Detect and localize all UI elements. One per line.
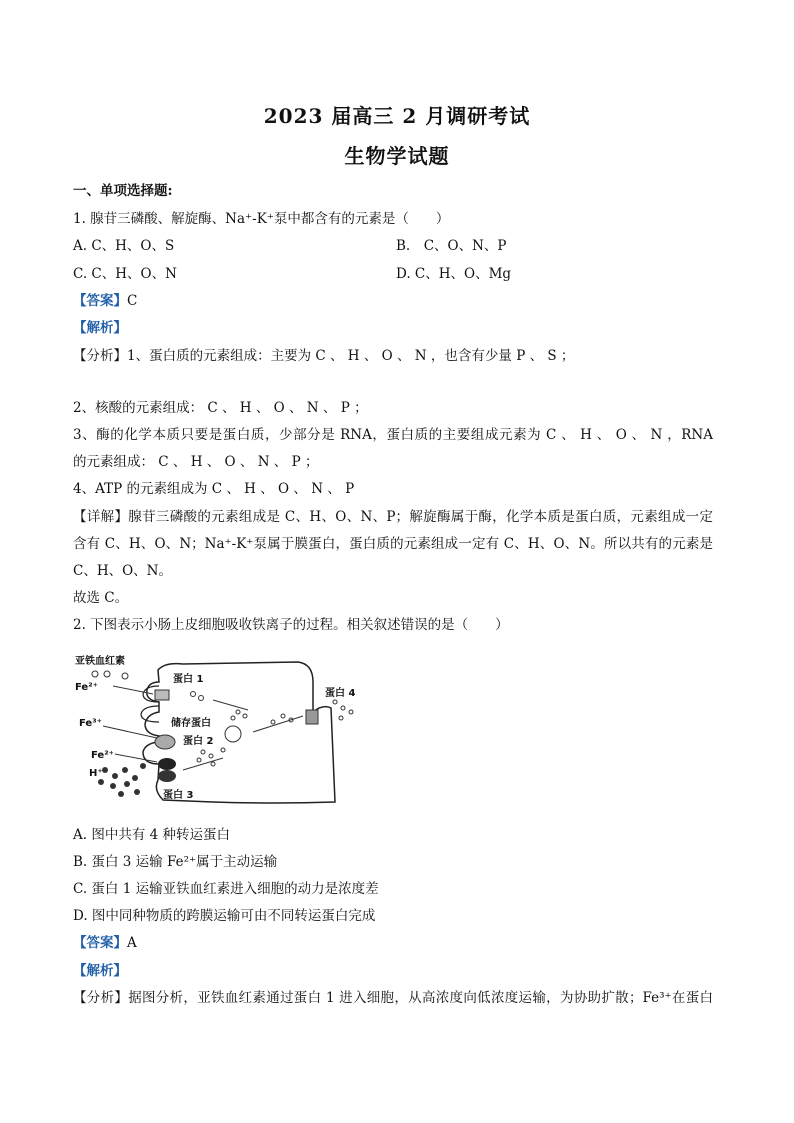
exam-subtitle: 生物学试题 (344, 144, 450, 168)
label-protein-3: 蛋白 3 (163, 790, 194, 801)
iron-absorption-figure (73, 652, 373, 812)
microvillus-2 (141, 706, 159, 722)
q1-fenxi-3a: 3、酶的化学本质只要是蛋白质，少部分是 RNA，蛋白质的主要组成元素为 C 、 H 、 O 、 N ，RNA (73, 427, 713, 443)
cell-membrane (143, 662, 335, 803)
fe-ions-cytoplasm (191, 692, 354, 767)
q2-answer-line (73, 934, 137, 952)
analysis-tag: 【解析】 (73, 320, 127, 336)
q1-detail-c: C、H、O、N。 (73, 563, 172, 579)
q2-fenxi-text: 据图分析，亚铁血红素通过蛋白 1 进入细胞，从高浓度向低浓度运输，为协助扩散；Fe³⁺在蛋白 (128, 990, 714, 1006)
q1-option-c: C. C、H、O、N (73, 266, 177, 282)
fenxi-tag: 【分析】 (73, 990, 129, 1006)
protein-4-shape (306, 710, 318, 724)
label-fe3: Fe³⁺ (79, 718, 102, 729)
q2-stem: 2. 下图表示小肠上皮细胞吸收铁离子的过程。相关叙述错误的是（ ） (73, 617, 509, 633)
label-fe2-top: Fe²⁺ (75, 682, 98, 693)
q1-detail-a (73, 508, 713, 526)
q1-fenxi-4: 4、ATP 的元素组成为 C 、 H 、 O 、 N 、 P (73, 481, 355, 497)
q2-fenxi (73, 989, 713, 1007)
protein-3-bottom (158, 770, 176, 782)
analysis-tag: 【解析】 (73, 963, 127, 979)
h-plus-ions (98, 763, 146, 797)
label-protein-1: 蛋白 1 (173, 674, 204, 685)
label-protein-2: 蛋白 2 (183, 736, 214, 747)
q1-analysis-line (73, 319, 127, 337)
answer-tag: 【答案】 (73, 935, 127, 951)
protein-3-top (158, 758, 176, 770)
q2-option-d: D. 图中同种物质的跨膜运输可由不同转运蛋白完成 (73, 908, 376, 924)
q1-stem: 1. 腺苷三磷酸、解旋酶、Na⁺-K⁺泵中都含有的元素是（ ） (73, 211, 450, 227)
q1-conclusion: 故选 C。 (73, 590, 129, 606)
section-heading: 一、单项选择题: (73, 183, 173, 199)
protein-2-shape (155, 735, 175, 749)
q1-fenxi-3b: 的元素组成： C 、 H 、 O 、 N 、 P ； (73, 454, 319, 470)
storage-protein-shape (225, 726, 241, 742)
detail-tag: 【详解】 (73, 509, 129, 525)
q2-analysis-line (73, 962, 127, 980)
label-heme: 亚铁血红素 (75, 656, 125, 667)
q2-option-b: B. 蛋白 3 运输 Fe²⁺属于主动运输 (73, 854, 278, 870)
q2-option-a: A. 图中共有 4 种转运蛋白 (73, 827, 231, 843)
label-hplus: H⁺ (89, 768, 103, 779)
protein-1-shape (155, 690, 169, 700)
q1-fenxi-1 (73, 347, 574, 365)
q1-fenxi-2: 2、核酸的元素组成： C 、 H 、 O 、 N 、 P ； (73, 400, 368, 416)
label-fe2-mid: Fe²⁺ (91, 750, 114, 761)
q2-answer: A (127, 935, 137, 951)
q1-answer-line (73, 292, 137, 310)
heme-particles (92, 671, 128, 679)
answer-tag: 【答案】 (73, 293, 127, 309)
q1-detail-text-a: 腺苷三磷酸的元素组成是 C、H、O、N、P；解旋酶属于酶，化学本质是蛋白质，元素组成一定 (128, 509, 714, 525)
q1-option-b: B. C、O、N、P (396, 238, 507, 254)
q1-detail-b: 含有 C、H、O、N；Na⁺-K⁺泵属于膜蛋白，蛋白质的元素组成一定有 C、H、O、N。所以共有的元素是 (73, 536, 713, 552)
q1-fenxi-text-1: 1、蛋白质的元素组成：主要为 C 、 H 、 O 、 N ，也含有少量 P 、 S ； (127, 348, 575, 364)
q1-option-d: D. C、H、O、Mg (396, 266, 512, 282)
exam-title: 2023 届高三 2 月调研考试 (263, 104, 531, 128)
q1-option-a: A. C、H、O、S (73, 238, 175, 254)
q1-answer: C (127, 293, 138, 309)
label-protein-4: 蛋白 4 (325, 688, 356, 699)
label-storage-protein: 储存蛋白 (171, 718, 211, 729)
fenxi-tag: 【分析】 (73, 348, 127, 364)
q2-option-c: C. 蛋白 1 运输亚铁血红素进入细胞的动力是浓度差 (73, 881, 379, 897)
